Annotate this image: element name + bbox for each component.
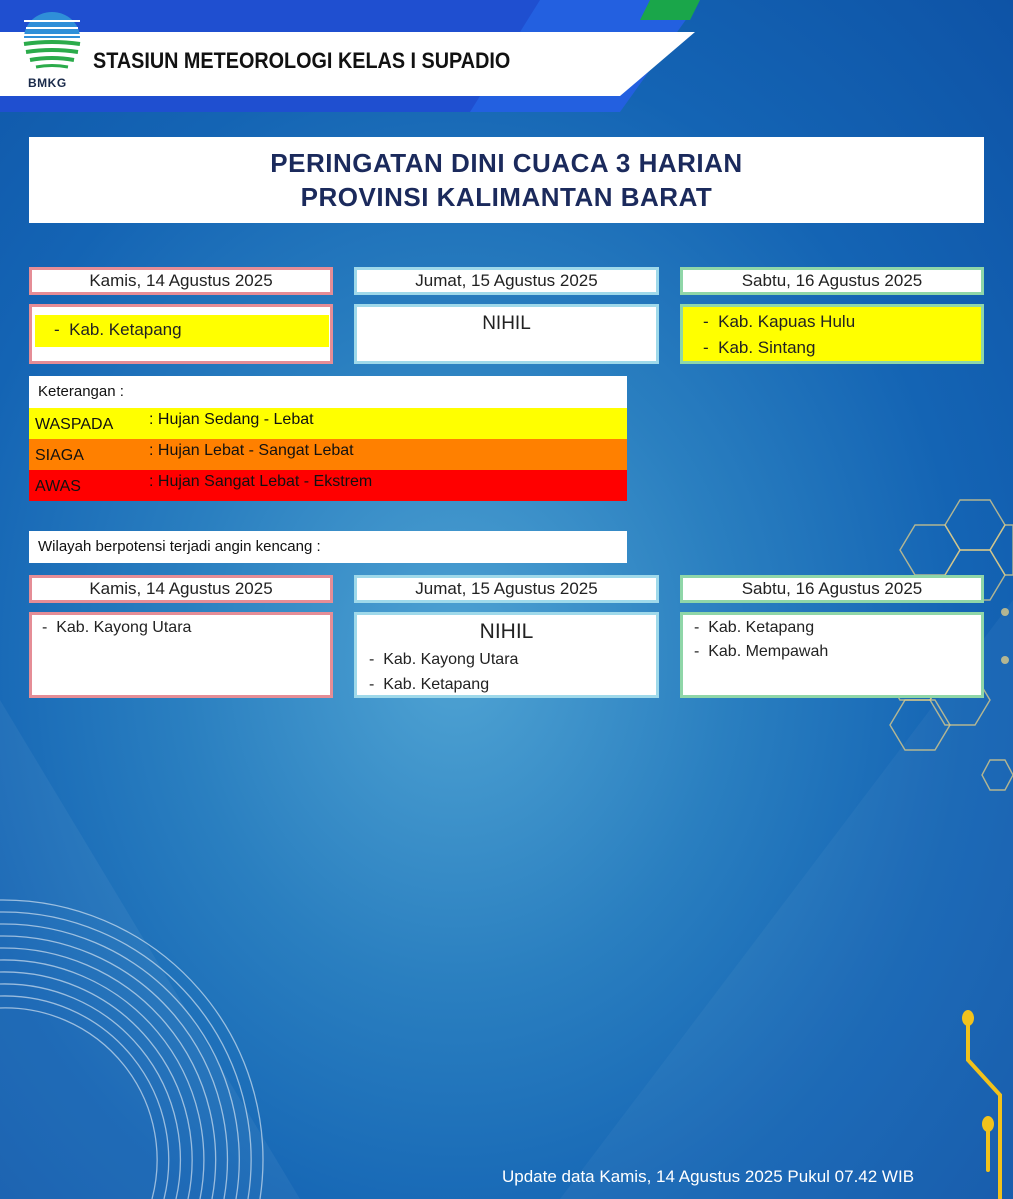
list-item: - Kab. Sintang — [703, 338, 816, 357]
title-box — [29, 137, 984, 223]
list-item: - Kab. Kayong Utara — [42, 619, 192, 636]
legend-level-desc: : Hujan Lebat - Sangat Lebat — [149, 442, 354, 459]
legend-level-name: SIAGA — [35, 447, 84, 464]
wind-section-title: Wilayah berpotensi terjadi angin kencang : — [29, 531, 627, 563]
legend-level-name: AWAS — [35, 478, 81, 495]
rain-cell-3 — [680, 304, 984, 364]
station-name: STASIUN METEOROLOGI KELAS I SUPADIO — [93, 48, 511, 73]
list-item: - Kab. Kapuas Hulu — [703, 312, 856, 331]
page-title-line2: PROVINSI KALIMANTAN BARAT — [300, 182, 713, 212]
nihil-label: NIHIL — [479, 620, 534, 643]
wind-cell-2 — [354, 612, 659, 698]
list-item: - Kab. Ketapang — [694, 619, 815, 636]
wind-cell-3 — [680, 612, 984, 698]
wind-day-header-1: Kamis, 14 Agustus 2025 — [29, 575, 333, 603]
rain-day-header-1: Kamis, 14 Agustus 2025 — [29, 267, 333, 295]
legend-level-name: WASPADA — [35, 416, 114, 433]
rain-cell-2 — [354, 304, 659, 364]
legend-row-waspada — [29, 408, 627, 439]
rain-day-header-2: Jumat, 15 Agustus 2025 — [354, 267, 659, 295]
wind-day-header-2: Jumat, 15 Agustus 2025 — [354, 575, 659, 603]
list-item: - Kab. Kayong Utara — [369, 651, 519, 668]
nihil-label: NIHIL — [482, 313, 531, 334]
wind-day-header-3: Sabtu, 16 Agustus 2025 — [680, 575, 984, 603]
legend-row-siaga — [29, 439, 627, 470]
logo-text: BMKG — [28, 76, 67, 90]
list-item: - Kab. Ketapang — [369, 676, 490, 693]
legend — [29, 376, 627, 501]
page-title-line1: PERINGATAN DINI CUACA 3 HARIAN — [270, 148, 743, 178]
update-timestamp: Update data Kamis, 14 Agustus 2025 Pukul 07.42 WIB — [502, 1167, 915, 1186]
legend-level-desc: : Hujan Sangat Lebat - Ekstrem — [149, 473, 373, 490]
legend-row-awas — [29, 470, 627, 501]
rain-day-header-3: Sabtu, 16 Agustus 2025 — [680, 267, 984, 295]
legend-level-desc: : Hujan Sedang - Lebat — [149, 411, 314, 428]
rain-cell-1 — [29, 304, 333, 364]
legend-title-row — [29, 376, 627, 408]
list-item: - Kab. Ketapang — [54, 320, 182, 339]
list-item: - Kab. Mempawah — [694, 643, 829, 660]
legend-title: Keterangan : — [38, 383, 124, 400]
wind-cell-1 — [29, 612, 333, 698]
